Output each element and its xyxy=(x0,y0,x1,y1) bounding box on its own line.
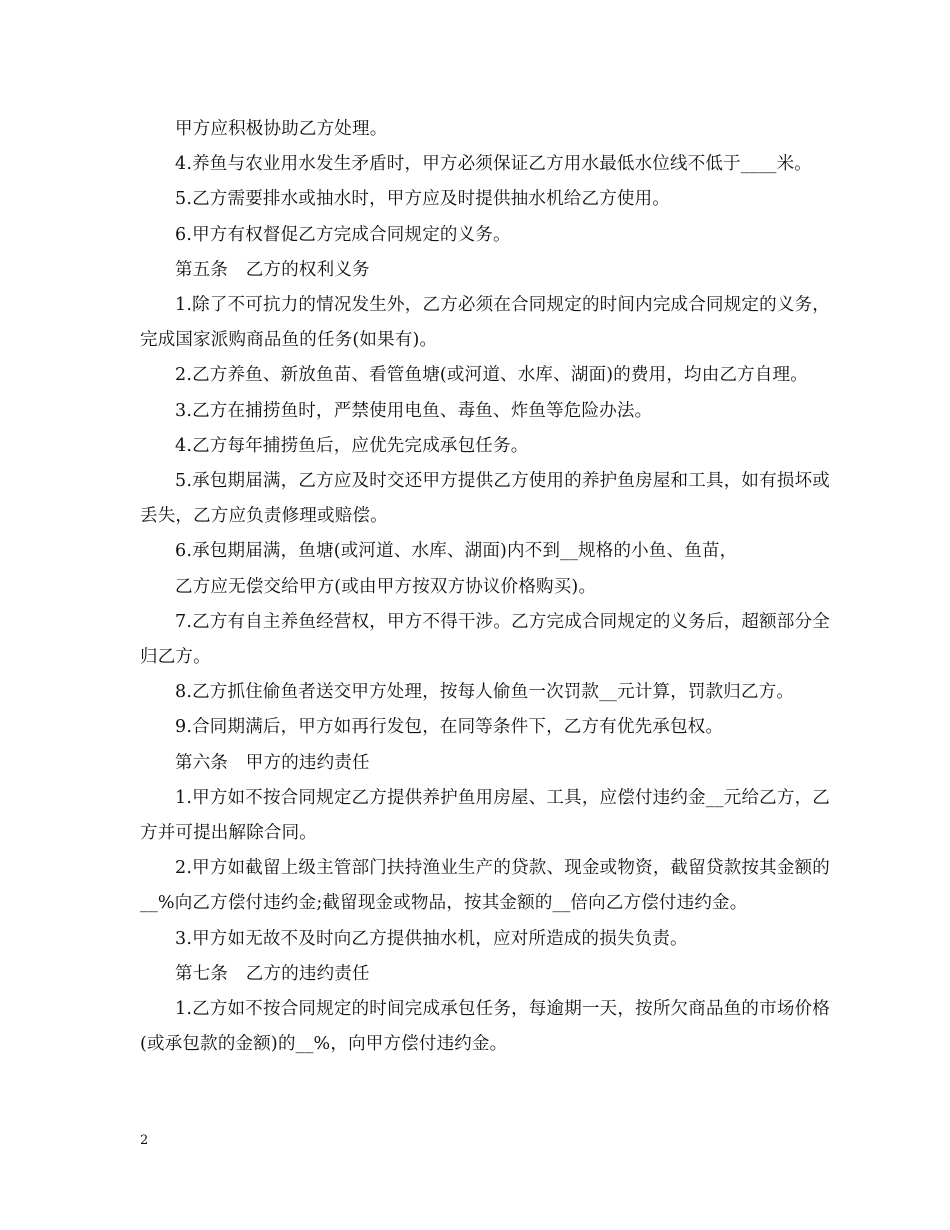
paragraph: 3.乙方在捕捞鱼时，严禁使用电鱼、毒鱼、炸鱼等危险办法。 xyxy=(175,400,653,421)
paragraph: 1.乙方如不按合同规定的时间完成承包任务，每逾期一天，按所欠商品鱼的市场价格(或承包款的金额)的__%，向甲方偿付违约金。 xyxy=(140,999,830,1055)
page-number: 2 xyxy=(140,1133,149,1148)
paragraph: 5.乙方需要排水或抽水时，甲方应及时提供抽水机给乙方使用。 xyxy=(175,189,670,210)
paragraph: 3.甲方如无故不及时向乙方提供抽水机，应对所造成的损失负责。 xyxy=(175,928,688,949)
section-heading: 第七条 乙方的违约责任 xyxy=(175,963,370,984)
paragraph: 4.乙方每年捕捞鱼后，应优先完成承包任务。 xyxy=(175,435,529,456)
paragraph: 1.甲方如不按合同规定乙方提供养护鱼用房屋、工具，应偿付违约金__元给乙方，乙方并可提出解除合同。 xyxy=(140,787,830,844)
paragraph: 7.乙方有自主养鱼经营权，甲方不得干涉。乙方完成合同规定的义务后，超额部分全归乙方。 xyxy=(140,611,830,668)
paragraph: 9.合同期满后，甲方如再行发包，在同等条件下，乙方有优先承包权。 xyxy=(175,717,724,738)
paragraph: 6.承包期届满，鱼塘(或河道、水库、湖面)内不到__规格的小鱼、鱼苗， xyxy=(175,541,738,562)
section-heading: 第六条 甲方的违约责任 xyxy=(175,752,370,773)
paragraph: 4.养鱼与农业用水发生矛盾时，甲方必须保证乙方用水最低水位线不低于____米。 xyxy=(175,154,812,175)
document-body xyxy=(140,112,830,1062)
paragraph: 5.承包期届满，乙方应及时交还甲方提供乙方使用的养护鱼房屋和工具，如有损坏或丢失，乙方应负责修理或赔偿。 xyxy=(140,471,830,527)
paragraph: 2.甲方如截留上级主管部门扶持渔业生产的贷款、现金或物资，截留贷款按其金额的__%向乙方偿付违约金;截留现金或物品，按其金额的__倍向乙方偿付违约金。 xyxy=(140,858,830,914)
paragraph: 2.乙方养鱼、新放鱼苗、看管鱼塘(或河道、水库、湖面)的费用，均由乙方自理。 xyxy=(175,365,808,386)
paragraph: 6.甲方有权督促乙方完成合同规定的义务。 xyxy=(175,224,511,245)
paragraph: 8.乙方抓住偷鱼者送交甲方处理，按每人偷鱼一次罚款__元计算，罚款归乙方。 xyxy=(175,682,795,703)
paragraph: 甲方应积极协助乙方处理。 xyxy=(175,119,388,139)
paragraph: 1.除了不可抗力的情况发生外，乙方必须在合同规定的时间内完成合同规定的义务，完成国家派购商品鱼的任务(如果有)。 xyxy=(140,295,830,351)
section-heading: 第五条 乙方的权利义务 xyxy=(175,259,370,280)
paragraph: 乙方应无偿交给甲方(或由甲方按双方协议价格购买)。 xyxy=(175,576,597,597)
